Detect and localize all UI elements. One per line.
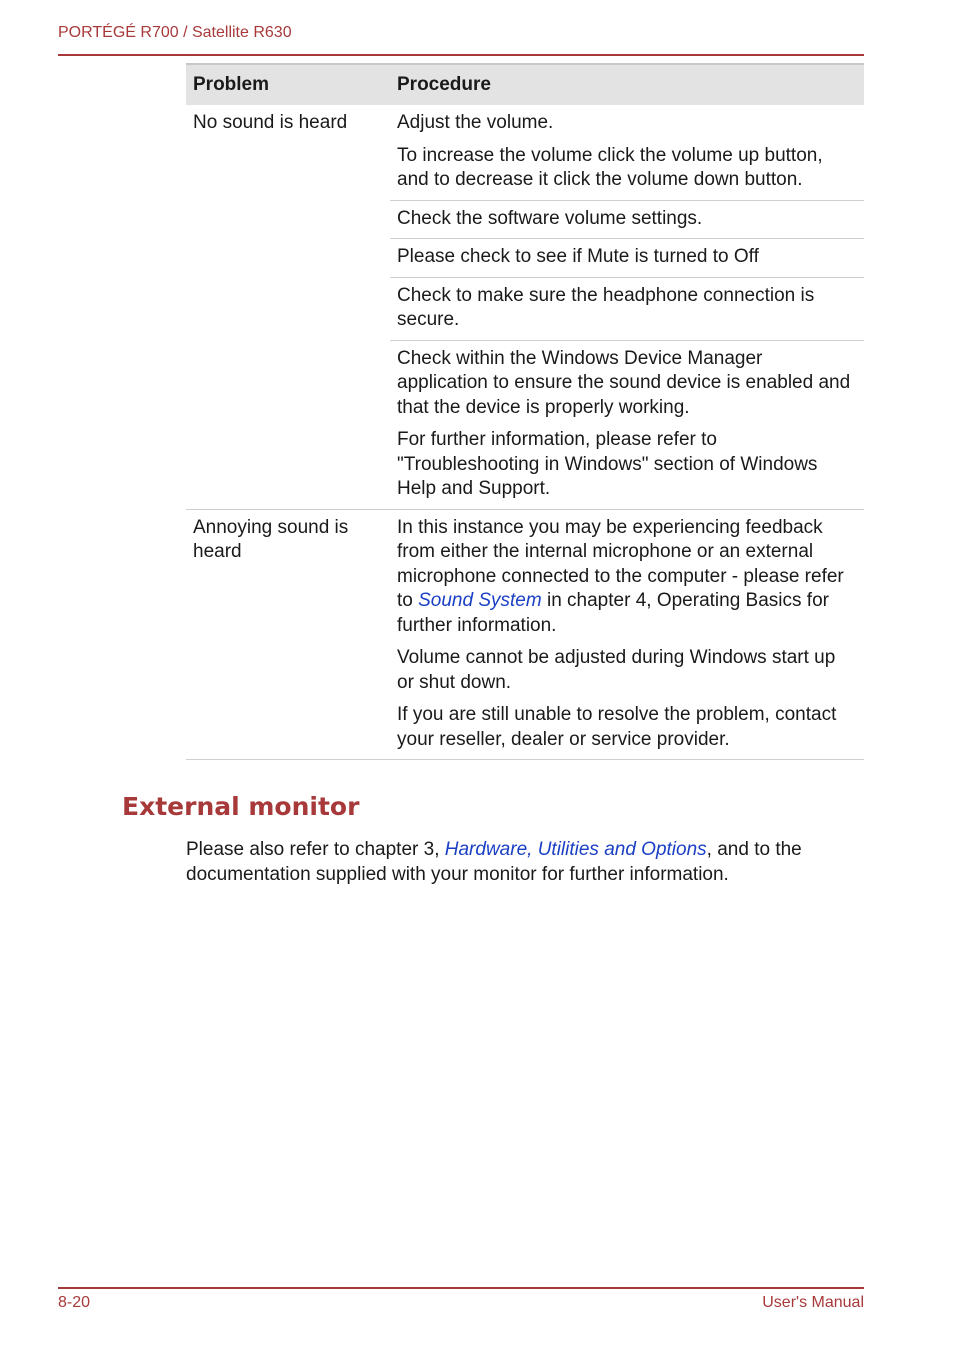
procedure-text: Check within the Windows Device Manager application to ensure the sound device is enabled and that the device is properly working. xyxy=(397,347,851,418)
text-run: in chapter 4, Operating Basics for further information. xyxy=(397,590,829,636)
column-header-procedure: Procedure xyxy=(390,64,864,105)
text-run: In this instance you may be experiencing feedback from either the internal microphone or an external microphone connected to the computer - please refer to xyxy=(397,516,844,611)
procedure-cell xyxy=(390,277,864,340)
procedure-text: Please check to see if Mute is turned to Off xyxy=(397,246,759,267)
procedure-cell xyxy=(390,340,864,509)
procedure-text: Check the software volume settings. xyxy=(397,207,703,229)
procedure-text: Volume cannot be adjusted during Windows start up or shut down. xyxy=(397,647,836,693)
hardware-utilities-options-link[interactable]: Hardware, Utilities and Options xyxy=(444,839,707,860)
text-run: , and to the documentation supplied with your monitor for further information. xyxy=(186,839,802,885)
procedure-cell xyxy=(390,239,864,278)
procedure-cell xyxy=(390,200,864,239)
procedure-text: To increase the volume click the volume up button, and to decrease it click the volume down button. xyxy=(397,144,823,190)
section-heading: External monitor xyxy=(122,792,360,821)
problem-cell: Annoying sound is heard xyxy=(186,509,390,760)
procedure-text xyxy=(397,516,856,639)
procedure-text: If you are still unable to resolve the problem, contact your reseller, dealer or service provider. xyxy=(397,704,837,750)
footer-rule xyxy=(58,1287,864,1289)
table-row xyxy=(186,509,864,760)
section-body xyxy=(186,838,866,887)
manual-title: User's Manual xyxy=(762,1294,864,1311)
text-run: Please also refer to chapter 3, xyxy=(186,839,445,860)
table-row xyxy=(186,105,864,200)
procedure-text: For further information, please refer to "Troubleshooting in Windows" section of Windows Help and Support. xyxy=(397,429,818,499)
table-header-row xyxy=(186,64,864,105)
procedure-cell xyxy=(390,509,864,760)
sound-system-link[interactable]: Sound System xyxy=(418,590,542,611)
column-header-problem: Problem xyxy=(186,64,390,105)
troubleshooting-table xyxy=(186,63,864,760)
procedure-text: Check to make sure the headphone connection is secure. xyxy=(397,284,815,330)
running-header: PORTÉGÉ R700 / Satellite R630 xyxy=(58,24,292,41)
procedure-cell xyxy=(390,105,864,200)
problem-cell: No sound is heard xyxy=(186,105,390,509)
procedure-text: Adjust the volume. xyxy=(397,112,554,133)
header-rule xyxy=(58,54,864,56)
page-number: 8-20 xyxy=(58,1294,91,1311)
